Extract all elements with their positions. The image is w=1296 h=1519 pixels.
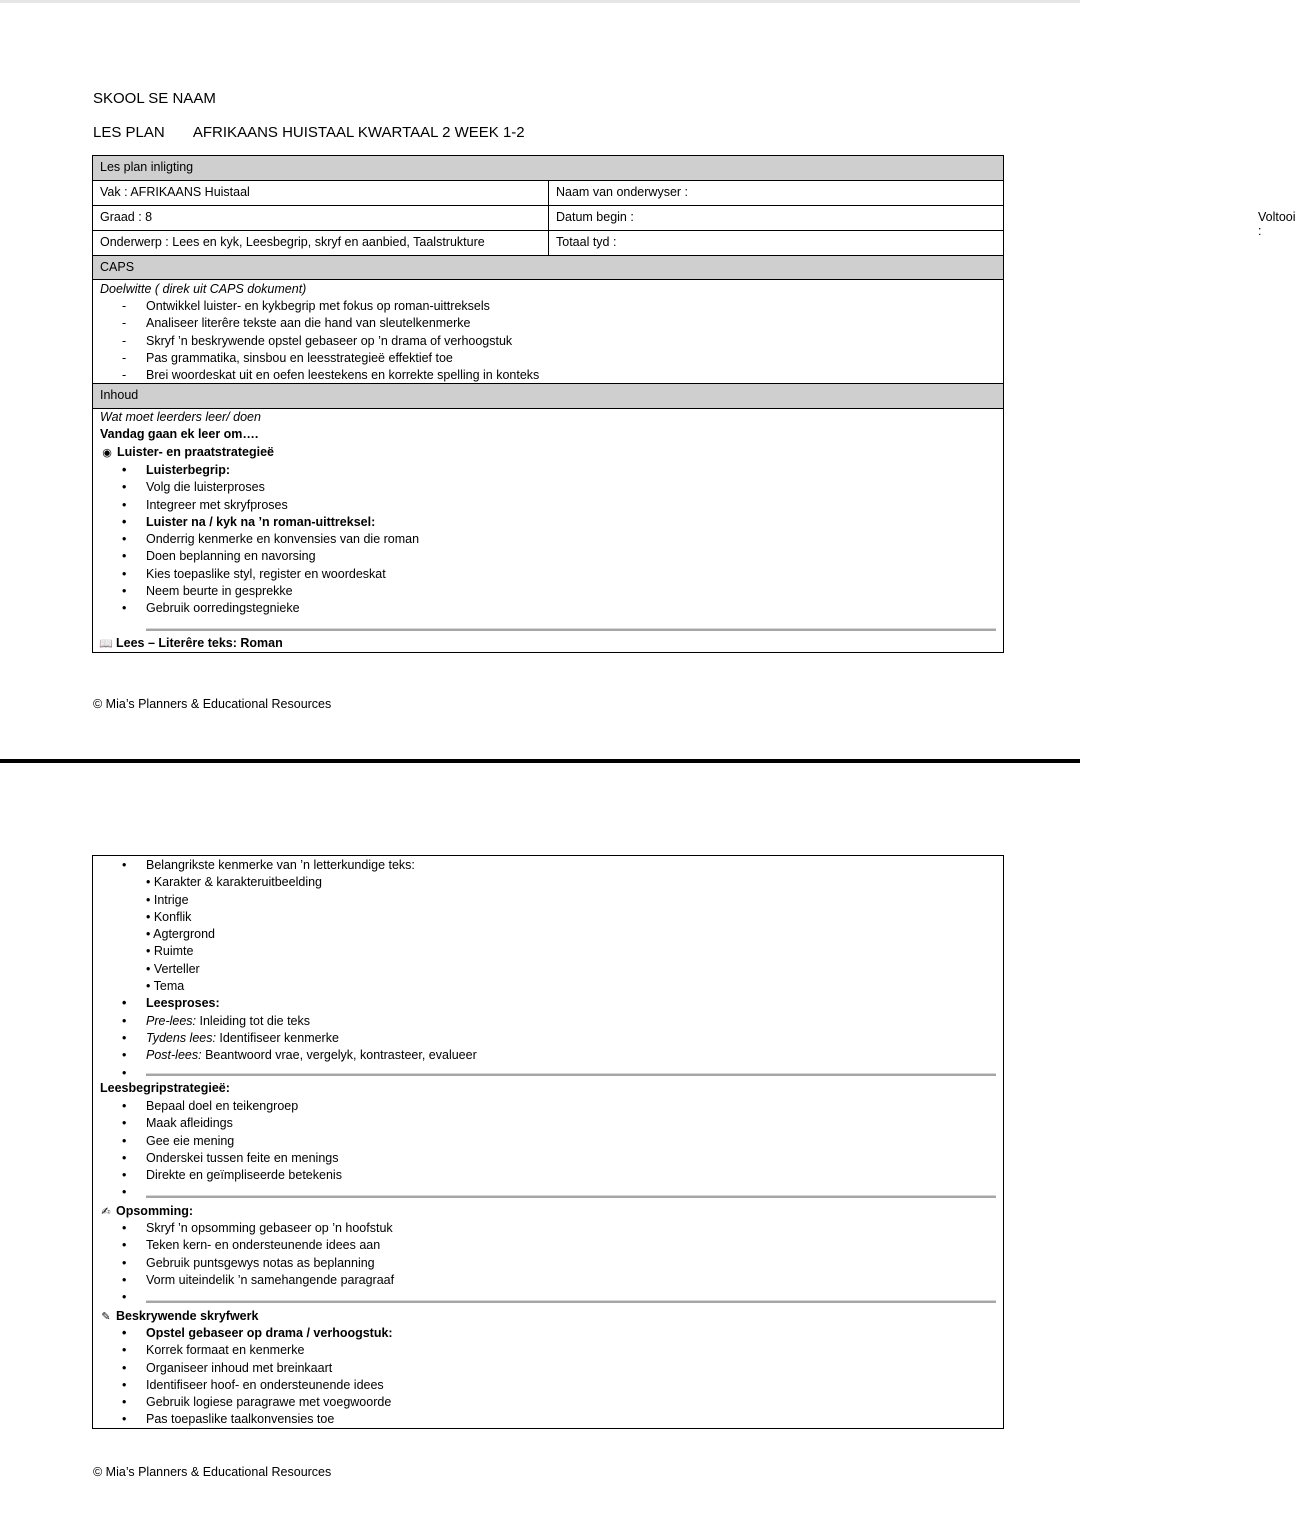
list-item: •	[122, 1065, 127, 1080]
list-item: • Belangrikste kenmerke van ’n letterkundige teks:	[122, 858, 415, 872]
list-item: • Pas toepaslike taalkonvensies toe	[122, 1412, 335, 1427]
feature-item: • Intrige	[146, 892, 189, 907]
list-item: • Doen beplanning en navorsing	[122, 549, 316, 564]
list-item: • Gee eie mening	[122, 1133, 235, 1148]
list-item: • Identifiseer hoof- en ondersteunende idees	[122, 1377, 384, 1392]
writing-hand-icon: ✍	[101, 1206, 111, 1218]
vak-field: Vak : AFRIKAANS Huistaal	[100, 185, 250, 199]
feature-item: • Verteller	[146, 961, 200, 976]
list-item: • Onderskei tussen feite en menings	[122, 1150, 339, 1165]
feature-item: • Karakter & karakteruitbeelding	[146, 875, 322, 890]
list-item: • Tydens lees: Identifiseer kenmerke	[122, 1030, 339, 1045]
caps-heading-row	[93, 256, 1003, 280]
section-divider	[146, 1073, 996, 1076]
list-item: • Luisterbegrip:	[122, 463, 231, 477]
section-divider	[146, 1195, 996, 1198]
list-item: • Kies toepaslike styl, register en woordeskat	[122, 566, 386, 581]
objective-item: - Skryf ’n beskrywende opstel gebaseer op ’n drama of verhoogstuk	[122, 333, 513, 348]
open-book-icon: 📖	[99, 638, 113, 650]
footer-copyright: © Mia’s Planners & Educational Resources	[93, 1465, 332, 1479]
info-section-heading: Les plan inligting	[100, 160, 194, 174]
list-item: • Gebruik puntsgewys notas as beplanning	[122, 1255, 375, 1270]
list-item: • Korrek formaat en kenmerke	[122, 1343, 305, 1358]
list-item: • Integreer met skryfproses	[122, 497, 288, 512]
graad-field: Graad : 8	[100, 210, 153, 224]
lesson-plan-content-continued	[92, 855, 1004, 1429]
list-item: • Gebruik logiese paragrawe met voegwoorde	[122, 1395, 392, 1410]
list-item: •	[122, 1185, 127, 1200]
list-item: • Gebruik oorredingstegnieke	[122, 601, 300, 616]
objective-item: - Pas grammatika, sinsbou en leesstrategieë effektief toe	[122, 350, 453, 365]
page-divider	[0, 759, 1080, 763]
summary-list	[93, 1220, 394, 1306]
memo-icon: ✎	[101, 1311, 111, 1323]
listening-list	[93, 462, 419, 618]
list-item: • Post-lees: Beantwoord vrae, vergelyk, kontrasteer, evalueer	[122, 1048, 477, 1063]
caps-heading: CAPS	[100, 260, 135, 274]
listening-heading: ◉ Luister- en praatstrategieë	[100, 444, 274, 462]
inhoud-intro-bold: Vandag gaan ek leer om….	[100, 427, 259, 441]
list-item: • Skryf ’n opsomming gebaseer op ’n hoofstuk	[122, 1221, 393, 1235]
voltooi-field[interactable]: Voltooi :	[1258, 210, 1296, 238]
list-item: • Vorm uiteindelik ’n samehangende paragraaf	[122, 1272, 395, 1287]
summary-heading: ✍ Opsomming:	[99, 1203, 193, 1221]
page-top-rule	[0, 0, 1080, 3]
speaker-head-icon: ◉	[102, 447, 112, 459]
teacher-field[interactable]: Naam van onderwyser :	[548, 181, 695, 205]
inhoud-heading-row	[93, 384, 1003, 409]
feature-item: • Konflik	[146, 909, 192, 924]
objective-item: - Ontwikkel luister- en kykbegrip met fokus op roman-uittreksels	[122, 299, 490, 313]
inhoud-heading: Inhoud	[100, 388, 139, 402]
comprehension-heading: Leesbegripstrategieë:	[100, 1081, 230, 1095]
list-item: •	[122, 1290, 127, 1305]
section-divider	[146, 628, 996, 631]
section-divider	[146, 1300, 996, 1303]
footer-copyright: © Mia’s Planners & Educational Resources	[93, 697, 332, 711]
list-item: • Volg die luisterproses	[122, 480, 265, 495]
vak-row	[93, 181, 1003, 206]
list-item: • Opstel gebaseer op drama / verhoogstuk:	[122, 1326, 393, 1340]
reading-heading: 📖 Lees – Literêre teks: Roman	[99, 635, 283, 653]
objective-item: - Analiseer literêre tekste aan die hand van sleutelkenmerke	[122, 316, 471, 331]
list-item: • Teken kern- en ondersteunende idees aan	[122, 1238, 381, 1253]
list-item: • Leesproses:	[122, 996, 220, 1011]
lesson-plan-table	[92, 155, 1296, 653]
feature-item: • Ruimte	[146, 944, 194, 959]
list-item: • Bepaal doel en teikengroep	[122, 1099, 299, 1113]
list-item: • Maak afleidings	[122, 1116, 233, 1131]
onderwerp-row	[93, 231, 1003, 256]
graad-row	[93, 206, 1296, 238]
inhoud-intro-italic: Wat moet leerders leer/ doen	[100, 410, 261, 424]
totaal-tyd-field[interactable]: Totaal tyd :	[548, 231, 623, 255]
feature-item: • Tema	[146, 979, 185, 994]
objectives-title: Doelwitte ( direk uit CAPS dokument)	[100, 282, 307, 296]
datum-begin-field[interactable]: Datum begin :	[556, 210, 634, 224]
writing-list	[93, 1325, 393, 1429]
list-item: • Pre-lees: Inleiding tot die teks	[122, 1013, 310, 1028]
list-item: • Onderrig kenmerke en konvensies van die roman	[122, 532, 420, 547]
info-section-heading-row	[93, 156, 1003, 181]
features-list	[93, 857, 477, 1082]
plan-title-line	[93, 124, 525, 141]
onderwerp-field: Onderwerp : Lees en kyk, Leesbegrip, skryf en aanbied, Taalstrukture	[100, 235, 485, 249]
objective-item: - Brei woordeskat uit en oefen leestekens en korrekte spelling in konteks	[122, 368, 540, 383]
caps-objectives-row	[93, 280, 1003, 384]
list-item: • Organiseer inhoud met breinkaart	[122, 1360, 333, 1375]
feature-item: • Agtergrond	[146, 927, 216, 942]
list-item: • Luister na / kyk na ’n roman-uittreksel:	[122, 514, 376, 529]
subject-title: AFRIKAANS HUISTAAL KWARTAAL 2 WEEK 1-2	[192, 124, 525, 141]
plan-label: LES PLAN	[93, 124, 165, 141]
comprehension-list	[93, 1098, 342, 1202]
list-item: • Neem beurte in gesprekke	[122, 584, 293, 599]
inhoud-content	[93, 409, 1003, 652]
school-name: SKOOL SE NAAM	[93, 90, 216, 107]
writing-heading: ✎ Beskrywende skryfwerk	[99, 1308, 258, 1326]
list-item: • Direkte en geïmpliseerde betekenis	[122, 1168, 342, 1183]
date-fields	[548, 206, 1296, 238]
objectives-list	[93, 298, 539, 384]
